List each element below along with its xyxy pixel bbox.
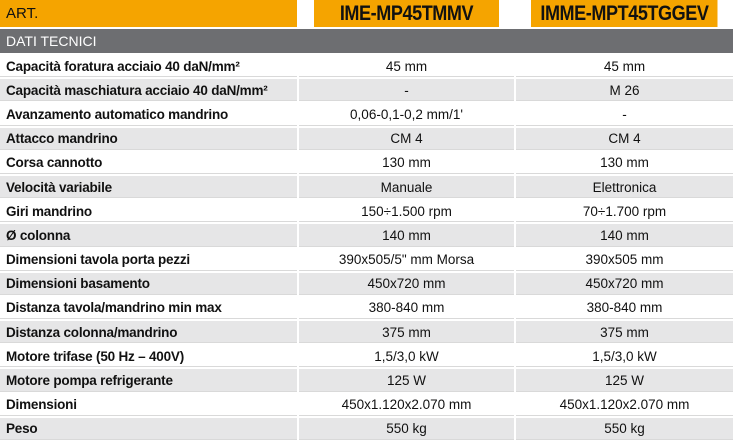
spec-value-model-2: 130 mm — [515, 151, 733, 175]
section-title: DATI TECNICI — [0, 28, 733, 54]
spec-label: Motore trifase (50 Hz – 400V) — [0, 344, 298, 368]
spec-value-model-2: 450x720 mm — [515, 272, 733, 296]
spec-value-model-1: 1,5/3,0 kW — [298, 344, 515, 368]
model-header-1: IME-MP45TMMV — [313, 0, 500, 28]
spec-label: Dimensioni — [0, 393, 298, 417]
section-row — [0, 28, 733, 54]
spec-value-model-1: 550 kg — [298, 417, 515, 441]
spec-value-model-2: CM 4 — [515, 127, 733, 151]
table-row — [0, 175, 733, 199]
spec-value-model-2: 140 mm — [515, 223, 733, 247]
spec-value-model-2: 125 W — [515, 368, 733, 392]
table-row — [0, 151, 733, 175]
spec-label: Corsa cannotto — [0, 151, 298, 175]
spec-label: Motore pompa refrigerante — [0, 368, 298, 392]
spec-value-model-1: Manuale — [298, 175, 515, 199]
spec-label: Peso — [0, 417, 298, 441]
spec-value-model-1: 380-840 mm — [298, 296, 515, 320]
table-header — [0, 0, 733, 28]
table-row — [0, 248, 733, 272]
spec-value-model-2: 45 mm — [515, 54, 733, 78]
spec-value-model-2: M 26 — [515, 78, 733, 102]
spec-value-model-2: 450x1.120x2.070 mm — [515, 393, 733, 417]
spec-label: Distanza tavola/mandrino min max — [0, 296, 298, 320]
art-header: ART. — [0, 0, 298, 28]
table-row — [0, 223, 733, 247]
spec-label: Avanzamento automatico mandrino — [0, 102, 298, 126]
spec-value-model-1: 140 mm — [298, 223, 515, 247]
spec-value-model-2: Elettronica — [515, 175, 733, 199]
spec-label: Ø colonna — [0, 223, 298, 247]
spec-value-model-1: 0,06-0,1-0,2 mm/1' — [298, 102, 515, 126]
spec-value-model-1: 450x720 mm — [298, 272, 515, 296]
table-row — [0, 320, 733, 344]
spec-rows — [0, 54, 733, 441]
spec-label: Dimensioni basamento — [0, 272, 298, 296]
table-row — [0, 296, 733, 320]
spec-label: Distanza colonna/mandrino — [0, 320, 298, 344]
spec-value-model-2: 375 mm — [515, 320, 733, 344]
table-row — [0, 102, 733, 126]
spec-label: Capacità maschiatura acciaio 40 daN/mm² — [0, 78, 298, 102]
table-row — [0, 393, 733, 417]
table-row — [0, 199, 733, 223]
spec-value-model-1: 125 W — [298, 368, 515, 392]
spec-value-model-2: 70÷1.700 rpm — [515, 199, 733, 223]
table-row — [0, 344, 733, 368]
spec-value-model-1: 390x505/5" mm Morsa — [298, 248, 515, 272]
spec-value-model-2: 550 kg — [515, 417, 733, 441]
spec-value-model-1: 375 mm — [298, 320, 515, 344]
table-row — [0, 78, 733, 102]
spec-value-model-1: 130 mm — [298, 151, 515, 175]
spec-label: Giri mandrino — [0, 199, 298, 223]
spec-value-model-1: CM 4 — [298, 127, 515, 151]
table-row — [0, 127, 733, 151]
spec-value-model-2: - — [515, 102, 733, 126]
spec-label: Attacco mandrino — [0, 127, 298, 151]
spec-value-model-1: 45 mm — [298, 54, 515, 78]
spec-label: Dimensioni tavola porta pezzi — [0, 248, 298, 272]
spec-label: Velocità variabile — [0, 175, 298, 199]
table-row — [0, 417, 733, 441]
spec-value-model-1: 450x1.120x2.070 mm — [298, 393, 515, 417]
model-header-2: IMME-MPT45TGGEV — [530, 0, 717, 28]
spec-value-model-1: - — [298, 78, 515, 102]
spec-value-model-1: 150÷1.500 rpm — [298, 199, 515, 223]
table-row — [0, 54, 733, 78]
spec-value-model-2: 1,5/3,0 kW — [515, 344, 733, 368]
spec-value-model-2: 380-840 mm — [515, 296, 733, 320]
spec-value-model-2: 390x505 mm — [515, 248, 733, 272]
spec-label: Capacità foratura acciaio 40 daN/mm² — [0, 54, 298, 78]
table-row — [0, 368, 733, 392]
table-row — [0, 272, 733, 296]
